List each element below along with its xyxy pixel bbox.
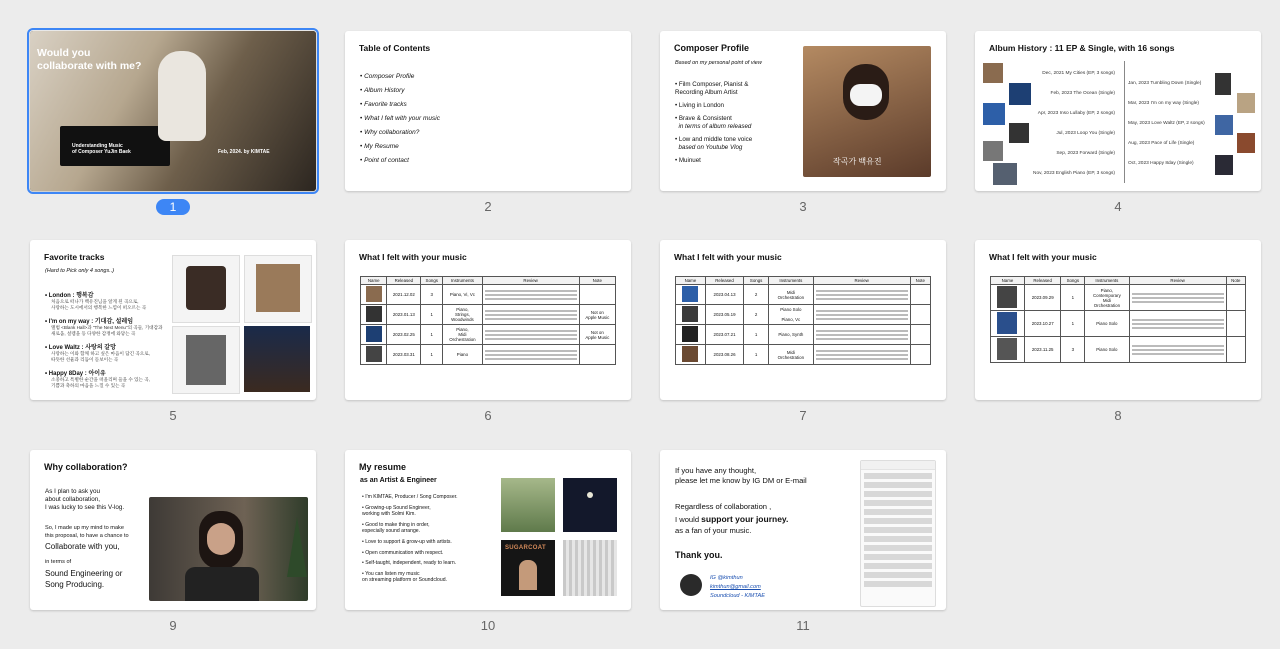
slide-5-subtitle: (Hard to Pick only 4 songs..) [45,268,115,274]
toc-item: • My Resume [360,143,440,150]
slide-number-3: 3 [799,199,807,214]
col-note: Note [910,277,930,285]
person-shape [158,51,206,141]
album-cover [1215,115,1233,135]
toc-item: • What I felt with your music [360,115,440,122]
profile-item: • Film Composer, Pianist & Recording Album Artist [675,81,749,96]
album-cover [983,141,1003,161]
album-cover [983,103,1005,125]
slide-1-title: Would you collaborate with me? [37,47,142,72]
album-cover [1009,83,1031,105]
table-row: 2023.09.29 1 Piano, Contemporary Midi Orchestration [991,285,1246,311]
favorite-list [45,290,185,389]
slide-8-title: What I felt with your music [989,252,1097,262]
slide-5-title: Favorite tracks [44,252,105,262]
table-row: 2023.07.21 1 Piano, Synth [676,325,931,345]
table-row: 2023.02.25 1 Piano, Midi Orchestration Not on Apple Music [361,325,616,345]
profile-item: • Muinuet [675,157,701,164]
slide-8-canvas[interactable] [975,240,1261,400]
table-row: 2023.04.13 2 Midi Orchestration [676,285,931,305]
col-note: Note [579,277,615,285]
slide-11-thanks: Thank you. [675,550,723,560]
slide-9-para-2b: Collaborate with you, [45,542,120,551]
col-name: Name [991,277,1025,285]
resume-item: • You can listen my music on streaming platform or Soundcloud. [362,570,447,584]
resume-item: • Love to support & grow-up with artists. [362,538,452,545]
slide-10-canvas[interactable] [345,450,631,610]
cover-forest [501,478,555,532]
slide-number-10: 10 [480,618,496,633]
cover-sugarcoat: SUGARCOAT [501,540,555,596]
track-cover-on-my-way [244,255,312,323]
timeline-axis [1124,61,1125,183]
col-instruments: Instruments [443,277,482,285]
resume-item: • Self-taught, independent, ready to learn. [362,560,457,567]
slide-10-subtitle: as an Artist & Engineer [360,477,437,484]
review-table-6 [360,276,616,365]
col-instruments: Instruments [1085,277,1130,285]
resume-item: • I'm KIMTAE, Producer / Song Composer. [362,494,458,500]
table-row: 2023.11.25 3 Piano Solo [991,337,1246,363]
album-cover [983,63,1003,83]
timeline-left-item: Apr, 2023 Inso Lullaby (EP, 2 songs) [1037,111,1115,116]
col-name: Name [361,277,387,285]
col-note: Note [1226,277,1245,285]
slide-number-2: 2 [484,199,492,214]
resume-item: • Open communication with respect. [362,549,444,556]
col-songs: Songs [421,277,443,285]
ig-link[interactable]: IG @kimthun [710,575,743,581]
vlog-screenshot [149,497,308,601]
resume-list [362,494,502,584]
album-cover [1215,73,1231,95]
review-table-7 [675,276,931,365]
col-review: Review [1129,277,1226,285]
timeline-right-item: Aug, 2023 Pace of Life (Single) [1128,141,1195,146]
slide-1-canvas[interactable] [30,31,316,191]
mask-shape [850,84,882,106]
slide-7-title: What I felt with your music [674,252,782,262]
slide-9-para-1: As I plan to ask you about collaboration, I was lucky to see this V-log. [45,488,125,511]
slide-number-4: 4 [1114,199,1122,214]
slide-number-5: 5 [169,408,177,423]
slide-number-1: 1 [30,199,316,215]
composer-photo [803,46,931,177]
slide-3-canvas[interactable] [660,31,946,191]
slide-4-canvas[interactable] [975,31,1261,191]
slide-2-canvas[interactable] [345,31,631,191]
toc-item: • Point of contact [360,157,440,164]
slide-11-line-4: as a fan of your music. [675,526,752,535]
slide-number-11: 11 [796,618,810,633]
col-released: Released [705,277,743,285]
col-songs: Songs [1061,277,1085,285]
avatar [680,574,702,596]
table-row: 2023.10.27 1 Piano Solo [991,311,1246,337]
email-link[interactable]: kimthun@gmail.com [710,584,761,590]
album-cover [1215,155,1233,175]
album-cover [1237,93,1255,113]
slide-1-caption-right: Feb, 2024. by KIMTAE [218,149,270,155]
album-cover [1009,123,1029,143]
col-released: Released [387,277,421,285]
slide-number-6: 6 [484,408,492,423]
slide-9-para-3: in terms of [45,559,72,565]
slide-3-subtitle: Based on my personal point of view [675,60,762,66]
contact-links [710,574,765,601]
slide-number-8: 8 [1114,408,1122,423]
playlist-screenshot [860,460,936,607]
slide-number-9: 9 [169,618,177,633]
track-cover-happy-8day [244,326,310,392]
col-songs: Songs [744,277,769,285]
toc-list [360,73,440,171]
slide-7-canvas[interactable] [660,240,946,400]
table-row: 2023.03.31 1 Piano [361,345,616,365]
track-cover-london [172,255,240,323]
timeline-left-item: Sep, 2023 Forward (Single) [1056,151,1115,156]
col-review: Review [482,277,579,285]
favorite-item: • Love Waltz : 사랑의 갈망 사랑하는 이와 함께 하고 싶은 마음이 담긴 곡으로, 따뜻한 선율과 리듬이 돋보이는 곡 [45,345,150,362]
soundcloud-link[interactable]: Soundcloud - KIMTAE [710,593,765,599]
timeline-left-item: Feb, 2023 The Ocean (Single) [1050,91,1115,96]
favorite-item: • Happy 8Day : 아이유 소중하고 특별한 순간을 떠올리며 들을 수 있는 곡, 기쁨과 축하의 마음을 느낄 수 있는 곡 [45,371,150,388]
table-row: 2023.05.19 2 Piano Solo Piano, Vc [676,305,931,325]
col-name: Name [676,277,706,285]
favorite-item: • London : 행복감 처음으로 떠나가 백유진님을 알게 된 곡으로, 사랑하는 도시에서의 행복한 느낌이 떠오르는 곡 [45,293,147,310]
timeline-right-item: Jan, 2023 Tumbling Down (Single) [1128,81,1202,86]
photo-caption: 작곡가 백유진 [833,157,882,166]
review-table-8 [990,276,1246,363]
slide-6-title: What I felt with your music [359,252,467,262]
album-cover [993,163,1017,185]
resume-item: • Good to make thing in order, especially sound arrange. [362,521,430,535]
toc-item: • Why collaboration? [360,129,440,136]
timeline-left-item: Dec, 2021 My Cities (EP, 3 songs) [1042,71,1115,76]
cover-night [563,478,617,532]
table-row: 2023.01.13 1 Piano, Strings, Woodwinds Not on Apple Music [361,305,616,325]
album-cover [1237,133,1255,153]
slide-5-canvas[interactable] [30,240,316,400]
table-header [361,277,616,285]
table-row: 2023.08.26 1 Midi Orchestration [676,345,931,365]
slide-9-para-3b: Sound Engineering or Song Producing. [45,569,123,589]
col-instruments: Instruments [769,277,814,285]
slide-11-line-3: I would support your journey. [675,514,789,524]
toc-item: • Album History [360,87,440,94]
favorite-item: • I'm on my way : 기대감, 설레임 앨범 <Blank Hall>과 "The Next Menu"의 곡들, 기대감과 새로움, 설렘을 등 다양한 감정에 와닿는 곡 [45,319,163,336]
timeline-right-item: Mar, 2023 I'm on my way (Single) [1128,101,1200,106]
slide-10-title: My resume [359,462,407,472]
col-review: Review [813,277,910,285]
table-header [676,277,931,285]
profile-list [675,81,800,165]
slide-9-para-2: So, I made up my mind to make this proposal, to have a chance to [45,525,129,539]
slide-1-caption-left: Understanding Music of Composer YuJin Baek [72,143,131,155]
table-header [991,277,1246,285]
slide-9-canvas[interactable] [30,450,316,610]
slide-11-line-2: Regardless of collaboration , [675,502,772,511]
resume-item: • Growing-up Sound Engineer, working with Solmi Kim. [362,504,431,518]
slide-number-7: 7 [799,408,807,423]
toc-item: • Composer Profile [360,73,440,80]
profile-item: • Low and middle tone voice based on Youtube Vlog [675,136,753,151]
slide-9-title: Why collaboration? [44,462,128,472]
cover-curtain [563,540,617,596]
timeline-left-item: Nov, 2023 English Piano (EP, 3 songs) [1033,171,1115,176]
table-row: 2021.12.02 3 Piano, Vi, Vc [361,285,616,305]
track-cover-love-waltz [172,326,240,394]
timeline-right-item: May, 2023 Love Waltz (EP, 2 songs) [1128,121,1205,126]
profile-item: • Brave & Consistent in terms of album released [675,115,752,130]
slide-4-title: Album History : 11 EP & Single, with 16 songs [989,43,1175,53]
slide-11-canvas[interactable] [660,450,946,610]
timeline-right-item: Oct, 2023 Happy 8day (Single) [1128,161,1194,166]
slide-6-canvas[interactable] [345,240,631,400]
slide-3-title: Composer Profile [674,43,750,53]
toc-item: • Favorite tracks [360,101,440,108]
col-released: Released [1024,277,1061,285]
slide-11-intro: If you have any thought, please let me know by IG DM or E-mail [675,466,807,485]
slide-2-title: Table of Contents [359,43,431,53]
timeline-left-item: Jul, 2023 Loop You (Single) [1056,131,1115,136]
profile-item: • Living in London [675,102,724,109]
